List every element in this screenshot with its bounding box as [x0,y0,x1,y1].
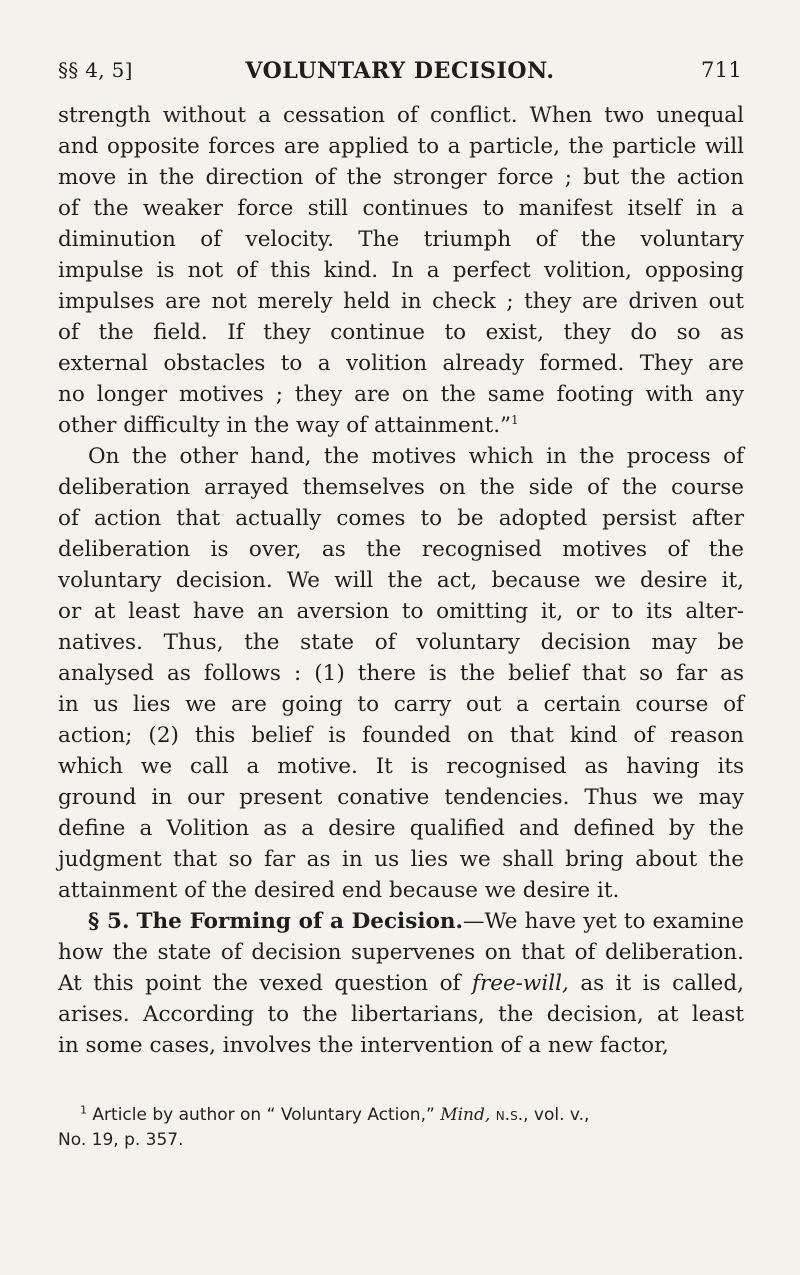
text-line: attainment of the desired end because we desire it. [58,878,620,903]
text-line: ground in our present conative tendencies. Thus we may [58,785,744,810]
header-running-title: VOLUNTARY DECISION. [245,58,555,84]
text-line: impulse is not of this kind. In a perfect volition, opposing [58,258,744,283]
section-text: —We have yet to examine [462,909,744,934]
text-line: deliberation is over, as the recognised motives of the [58,537,744,562]
journal-series: n.s., [495,1105,529,1125]
footnotes [58,1103,744,1153]
text-line: strength without a cessation of conflict. When two unequal [58,103,744,128]
text-line: in some cases, involves the intervention of a new factor, [58,1033,669,1058]
text-line: other difficulty in the way of attainment.” [58,413,512,438]
running-header [58,58,742,88]
header-section-ref: §§ 4, 5] [58,58,133,82]
paragraph-start-line: On the other hand, the motives which in the process of [88,444,744,469]
text-line: or at least have an aversion to omitting it, or to its alter- [58,599,744,624]
body-text [58,100,744,1061]
text-line: move in the direction of the stronger force ; but the action [58,165,744,190]
text-line-with-italic [58,968,744,999]
footnote-line: No. 19, p. 357. [58,1130,184,1150]
text-line: judgment that so far as in us lies we shall bring about the [58,847,744,872]
italic-term: free-will, [471,971,569,996]
text-line: natives. Thus, the state of voluntary decision may be [58,630,744,655]
text-line: deliberation arrayed themselves on the side of the course [58,475,744,500]
text-line: in us lies we are going to carry out a certain course of [58,692,744,717]
text-line: of the weaker force still continues to manifest itself in a [58,196,744,221]
text-segment: as it is called, [580,971,744,996]
footnote-reference[interactable]: 1 [511,412,519,427]
text-line-with-footnote-ref [58,410,744,441]
text-line: and opposite forces are applied to a particle, the particle will [58,134,744,159]
text-line: arises. According to the libertarians, the decision, at least [58,1002,744,1027]
text-line: of the field. If they continue to exist, they do so as [58,320,744,345]
text-line: voluntary decision. We will the act, because we desire it, [58,568,744,593]
footnote-text: vol. v., [533,1105,590,1125]
footnote-line [58,1103,744,1128]
text-line: no longer motives ; they are on the same footing with any [58,382,744,407]
text-line: how the state of decision supervenes on that of deliberation. [58,940,744,965]
footnote-text: Article by author on “ Voluntary Action,” [92,1105,435,1125]
journal-title: Mind, [440,1105,491,1125]
text-line: diminution of velocity. The triumph of the voluntary [58,227,744,252]
text-line: define a Volition as a desire qualified and defined by the [58,816,744,841]
text-segment: At this point the vexed question of [58,971,461,996]
text-line: which we call a motive. It is recognised as having its [58,754,744,779]
section-5-heading-line [58,906,744,937]
section-number: § 5. [88,909,130,934]
text-line: impulses are not merely held in check ; they are driven out [58,289,744,314]
text-line: action; (2) this belief is founded on that kind of reason [58,723,744,748]
header-page-number: 711 [701,58,742,82]
section-title: The Forming of a Decision. [136,909,463,934]
footnote-marker: 1 [80,1103,87,1117]
text-line: analysed as follows : (1) there is the belief that so far as [58,661,744,686]
text-line: of action that actually comes to be adopted persist after [58,506,744,531]
text-line: external obstacles to a volition already formed. They are [58,351,744,376]
